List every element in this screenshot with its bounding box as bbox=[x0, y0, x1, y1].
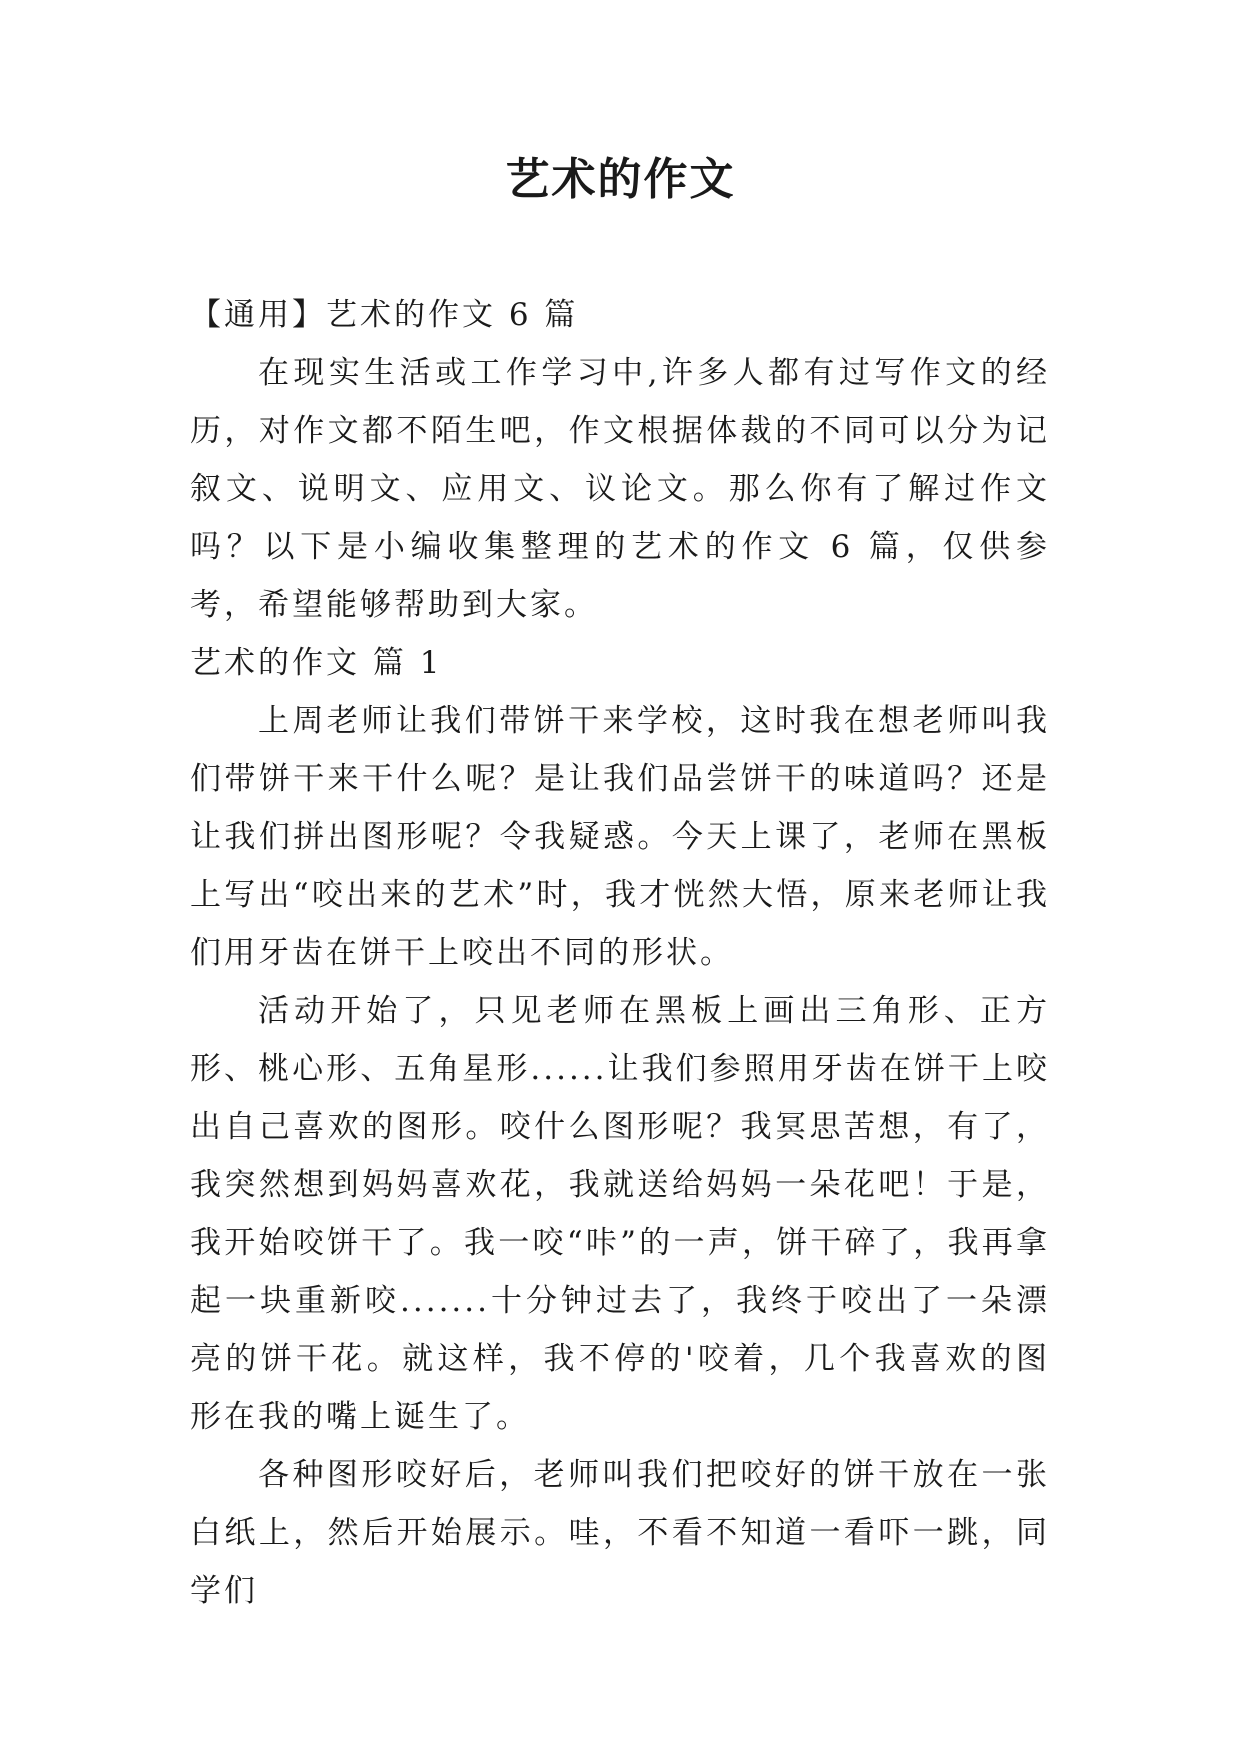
document-subtitle: 【通用】艺术的作文 6 篇 bbox=[190, 297, 579, 333]
intro-paragraph: 在现实生活或工作学习中,许多人都有过写作文的经历，对作文都不陌生吧，作文根据体裁的不同可以分为记叙文、说明文、应用文、议论文。那么你有了解过作文吗？以下是小编收集整理的艺术的作文 6 篇，仅供参考，希望能够帮助到大家。 bbox=[190, 355, 1050, 623]
document-title: 艺术的作文 bbox=[505, 154, 736, 205]
body-paragraph: 活动开始了，只见老师在黑板上画出三角形、正方形、桃心形、五角星形......让我们参照用牙齿在饼干上咬出自己喜欢的图形。咬什么图形呢？我冥思苦想，有了，我突然想到妈妈喜欢花，我就送给妈妈一朵花吧！于是，我开始咬饼干了。我一咬“咔”的一声，饼干碎了，我再拿起一块重新咬.......十分钟过去了，我终于咬出了一朵漂亮的饼干花。就这样，我不停的'咬着，几个我喜欢的图形在我的嘴上诞生了。 bbox=[190, 993, 1050, 1435]
body-paragraph: 各种图形咬好后，老师叫我们把咬好的饼干放在一张白纸上，然后开始展示。哇，不看不知道一看吓一跳，同学们 bbox=[190, 1457, 1050, 1609]
section-heading: 艺术的作文 篇 1 bbox=[190, 645, 443, 681]
document-body bbox=[190, 286, 1050, 1620]
body-paragraph: 上周老师让我们带饼干来学校，这时我在想老师叫我们带饼干来干什么呢？是让我们品尝饼干的味道吗？还是让我们拼出图形呢？令我疑惑。今天上课了，老师在黑板上写出“咬出来的艺术”时，我才恍然大悟，原来老师让我们用牙齿在饼干上咬出不同的形状。 bbox=[190, 703, 1050, 971]
